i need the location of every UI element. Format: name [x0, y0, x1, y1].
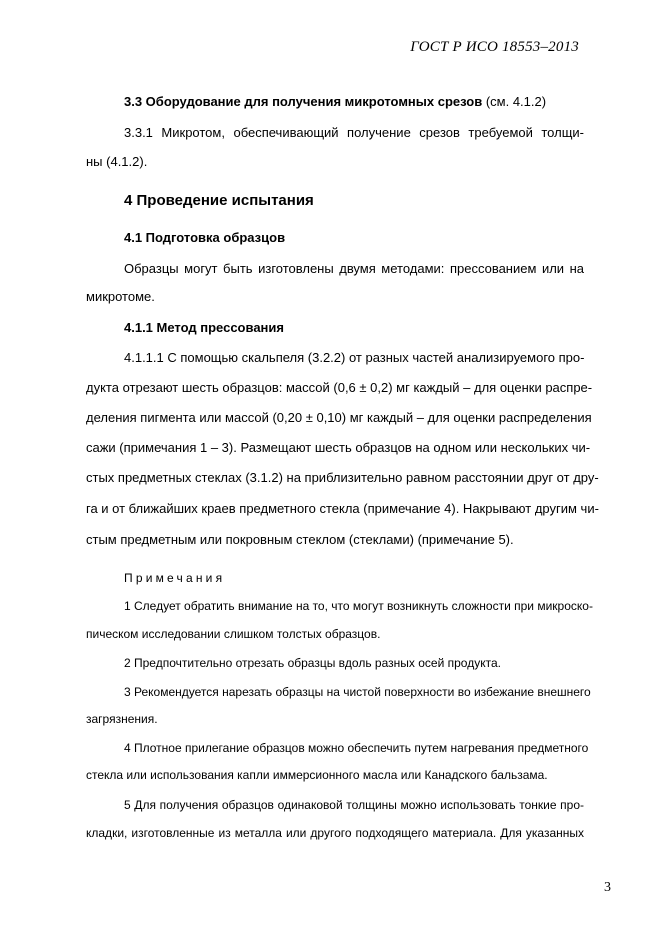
para-4-1-1-1-line: стых предметных стеклах (3.1.2) на приблизительно равном расстоянии друг от дру-: [86, 470, 599, 485]
para-4-1-1-1-line: деления пигмента или массой (0,20 ± 0,10) мг каждый – для оценки распределения: [86, 410, 592, 425]
note-5-line2: кладки, изготовленные из металла или другого подходящего материала. Для указанных: [86, 826, 584, 840]
para-4-1-1-1-line: стым предметным или покровным стеклом (стеклами) (примечание 5).: [86, 532, 514, 547]
para-4-1-line1: Образцы могут быть изготовлены двумя методами: прессованием или на: [124, 261, 584, 276]
para-4-1-1-1-line: дукта отрезают шесть образцов: массой (0,6 ± 0,2) мг каждый – для оценки распре-: [86, 380, 593, 395]
note-1-line1: 1 Следует обратить внимание на то, что могут возникнуть сложности при микроско-: [124, 599, 593, 613]
page-number: 3: [604, 880, 611, 895]
para-4-1-1-1-line: сажи (примечания 1 – 3). Размещают шесть образцов на одном или нескольких чи-: [86, 440, 591, 455]
note-3-line1: 3 Рекомендуется нарезать образцы на чистой поверхности во избежание внешнего: [124, 685, 591, 699]
para-3-3-1-line1: 3.3.1 Микротом, обеспечивающий получение срезов требуемой толщи-: [124, 125, 584, 140]
note-5-line1: 5 Для получения образцов одинаковой толщины можно использовать тонкие про-: [124, 798, 584, 812]
para-3-3-1-line2: ны (4.1.2).: [86, 154, 148, 169]
section-4-1-1-heading: 4.1.1 Метод прессования: [124, 320, 284, 335]
note-2-line1: 2 Предпочтительно отрезать образцы вдоль разных осей продукта.: [124, 656, 501, 670]
note-4-line1: 4 Плотное прилегание образцов можно обеспечить путем нагревания предметного: [124, 741, 589, 755]
section-4-1-heading: 4.1 Подготовка образцов: [124, 230, 286, 245]
para-4-1-1-1-line: 4.1.1.1 С помощью скальпеля (3.2.2) от разных частей анализируемого про-: [124, 350, 585, 365]
section-4-heading: 4 Проведение испытания: [124, 192, 314, 209]
note-4-line2: стекла или использования капли иммерсионного масла или Канадского бальзама.: [86, 768, 548, 782]
section-3-3-label: 3.3 Оборудование для получения микротомных срезов: [124, 94, 483, 109]
section-3-3: [124, 94, 546, 109]
section-3-3-ref: (см. 4.1.2): [482, 94, 547, 109]
document-header: ГОСТ Р ИСО 18553–2013: [410, 39, 579, 55]
para-4-1-line2: микротоме.: [86, 289, 155, 304]
para-4-1-1-1-line: га и от ближайших краев предметного стекла (примечание 4). Накрывают другим чи-: [86, 501, 599, 516]
note-3-line2: загрязнения.: [86, 712, 158, 726]
note-1-line2: пическом исследовании слишком толстых образцов.: [86, 627, 381, 641]
notes-title: Примечания: [124, 571, 226, 585]
